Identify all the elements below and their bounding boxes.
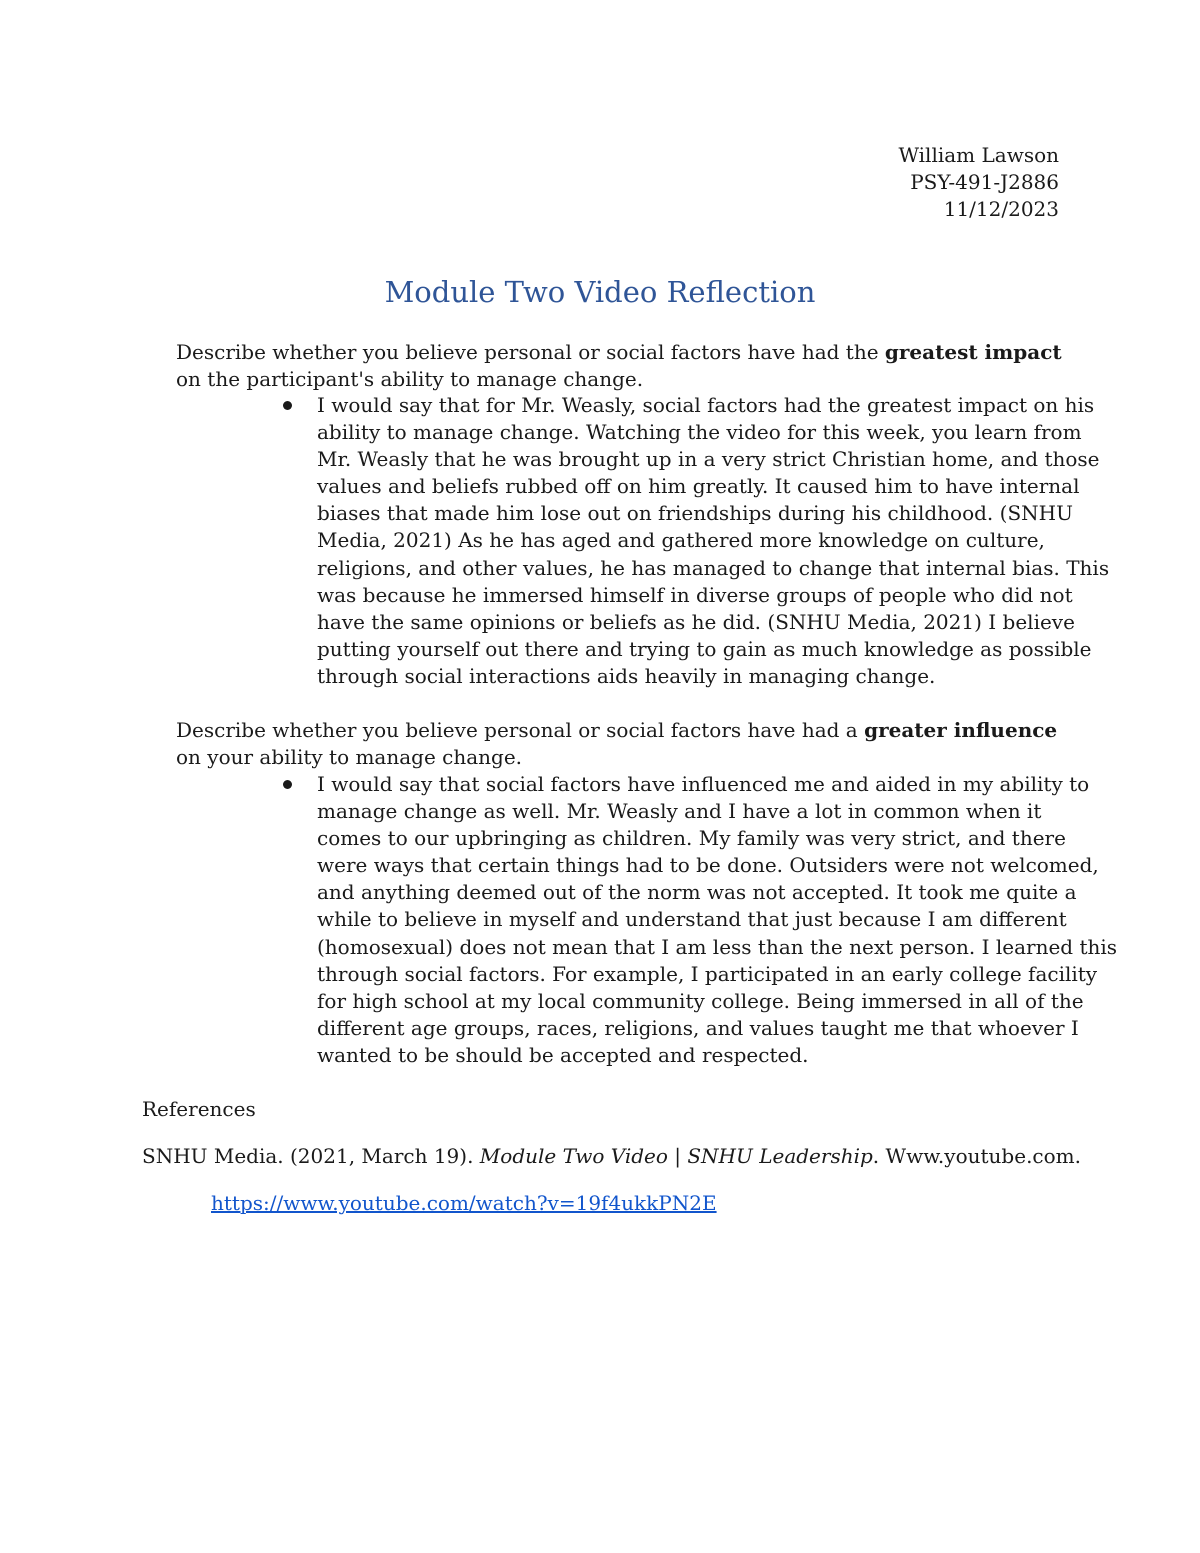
answer-line: Mr. Weasly that he was brought up in a very strict Christian home, and those: [317, 447, 1100, 472]
answer-line: ability to manage change. Watching the video for this week, you learn from: [317, 420, 1082, 445]
author-name: William Lawson: [898, 143, 1059, 167]
answer-line: values and beliefs rubbed off on him greatly. It caused him to have internal: [317, 474, 1080, 499]
answer-line: manage change as well. Mr. Weasly and I have a lot in common when it: [317, 799, 1042, 824]
answer-1: [317, 392, 1110, 690]
answer-line: biases that made him lose out on friendships during his childhood. (SNHU: [317, 501, 1073, 526]
answer-line: while to believe in myself and understand that just because I am different: [317, 907, 1067, 932]
answer-line: different age groups, races, religions, and values taught me that whoever I: [317, 1015, 1079, 1040]
bullet-icon: [283, 401, 292, 410]
answer-line: and anything deemed out of the norm was not accepted. It took me quite a: [317, 880, 1077, 905]
references-heading: References: [142, 1097, 256, 1121]
question-2-text-before: Describe whether you believe personal or social factors have had a: [176, 718, 865, 742]
answer-line: were ways that certain things had to be done. Outsiders were not welcomed,: [317, 853, 1099, 878]
reference-source: . Www.youtube.com.: [872, 1144, 1081, 1168]
answer-line: for high school at my local community college. Being immersed in all of the: [317, 988, 1084, 1013]
course-code: PSY-491-J2886: [910, 170, 1059, 194]
bullet-icon: [283, 780, 292, 789]
question-2-emphasis: greater influence: [864, 718, 1058, 742]
question-1-text-before: Describe whether you believe personal or social factors have had the: [176, 340, 885, 364]
question-2: [176, 717, 1071, 771]
answer-line: (homosexual) does not mean that I am less than the next person. I learned this: [317, 934, 1118, 959]
document-title: Module Two Video Reflection: [384, 275, 816, 309]
question-1-text-after: on the participant's ability to manage change.: [176, 367, 644, 391]
document-date: 11/12/2023: [943, 197, 1059, 221]
answer-line: was because he immersed himself in diverse groups of people who did not: [317, 582, 1073, 607]
question-1-emphasis: greatest impact: [884, 340, 1062, 364]
answer-line: religions, and other values, he has managed to change that internal bias. This: [317, 555, 1110, 580]
reference-url-link[interactable]: https://www.youtube.com/watch?v=19f4ukkPN2E: [211, 1191, 717, 1215]
reference-entry: [142, 1143, 1081, 1170]
question-2-text-after: on your ability to manage change.: [176, 745, 523, 769]
answer-line: I would say that social factors have influenced me and aided in my ability to: [317, 772, 1090, 796]
answer-line: I would say that for Mr. Weasly, social factors had the greatest impact on his: [317, 393, 1095, 417]
reference-work-title: Module Two Video | SNHU Leadership: [479, 1144, 873, 1168]
answer-line: Media, 2021) As he has aged and gathered more knowledge on culture,: [317, 528, 1045, 553]
reference-author-date: SNHU Media. (2021, March 19).: [142, 1144, 480, 1168]
question-1: [176, 339, 1071, 393]
answer-line: wanted to be should be accepted and respected.: [317, 1042, 809, 1067]
answer-line: comes to our upbringing as children. My family was very strict, and there: [317, 826, 1066, 851]
answer-2: [317, 771, 1118, 1069]
answer-line: through social factors. For example, I participated in an early college facility: [317, 961, 1098, 986]
answer-line: putting yourself out there and trying to gain as much knowledge as possible: [317, 636, 1092, 661]
author-header: [898, 142, 1059, 223]
answer-line: have the same opinions or beliefs as he did. (SNHU Media, 2021) I believe: [317, 609, 1075, 634]
answer-line: through social interactions aids heavily in managing change.: [317, 663, 936, 688]
